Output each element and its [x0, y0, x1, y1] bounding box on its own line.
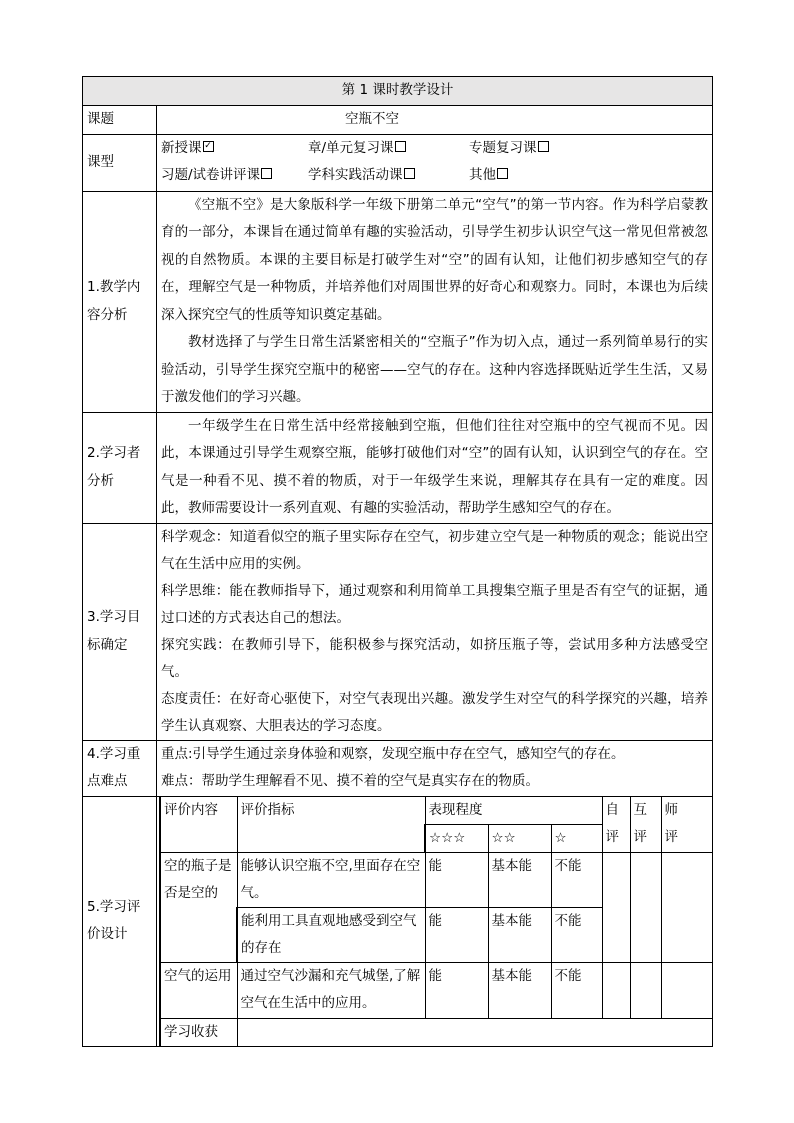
eval-row-indicator: 能够认识空瓶不空,里面存在空气。	[237, 852, 425, 907]
content-analysis-label: 1.教学内容分析	[83, 191, 157, 412]
option-practice-activity[interactable]: 学科实践活动课	[308, 162, 469, 189]
eval-row-indicator: 能利用工具直观地感受到空气的存在	[237, 907, 425, 962]
eval-row-p1: 不能	[551, 962, 602, 1018]
objective-item: 科学思维：能在教师指导下，通过观察和利用简单工具搜集空瓶子里是否有空气的证据，通过口述的方式表达自己的想法。	[161, 582, 709, 626]
eval-row-p2: 基本能	[488, 852, 551, 907]
eval-header-teacher: 师评	[661, 797, 712, 853]
key-points-text	[157, 740, 713, 796]
checkbox-icon[interactable]	[497, 168, 508, 179]
eval-peer-cell[interactable]	[630, 962, 661, 1018]
eval-row-p2: 基本能	[488, 962, 551, 1018]
lesson-type-row-2	[161, 162, 708, 189]
learner-analysis-label: 2.学习者分析	[83, 412, 157, 523]
eval-header-stars-2: ☆☆	[488, 824, 551, 852]
difficult-point: 难点：帮助学生理解看不见、摸不着的空气是真实存在的物质。	[161, 773, 539, 789]
eval-row-content: 空气的运用	[160, 962, 237, 1018]
key-point: 重点:引导学生通过亲身体验和观察，发现空瓶中存在空气，感知空气的存在。	[161, 746, 625, 762]
content-analysis-para-1: 《空瓶不空》是大象版科学一年级下册第二单元“空气”的第一节内容。作为科学启蒙教育的一部分，本课旨在通过简单有趣的实验活动，引导学生初步认识空气这一常见但常被忽视的自然物质。本课的主要目标是打破学生对“空”的固有认知，让他们初步感知空气的存在，理解空气是一种物质，并培养他们对周围世界的好奇心和观察力。同时，本课也为后续深入探究空气的性质等知识奠定基础。	[161, 196, 709, 323]
eval-header-performance: 表现程度	[425, 797, 602, 825]
objectives-text	[157, 523, 713, 740]
evaluation-table	[159, 797, 712, 1046]
eval-gains-label: 学习收获	[160, 1018, 237, 1046]
lesson-type-row-1	[161, 135, 708, 162]
objective-item: 科学观念：知道看似空的瓶子里实际存在空气，初步建立空气是一种物质的观念；能说出空气在生活中应用的实例。	[161, 528, 709, 572]
eval-row-p1: 不能	[551, 852, 602, 907]
content-analysis-para-2: 教材选择了与学生日常生活紧密相关的“空瓶子”作为切入点，通过一系列简单易行的实验活动，引导学生探究空瓶中的秘密——空气的存在。这种内容选择既贴近学生生活，又易于激发他们的学习兴趣。	[161, 334, 709, 405]
learner-analysis-para: 一年级学生在日常生活中经常接触到空瓶，但他们往往对空瓶中的空气视而不见。因此，本课通过引导学生观察空瓶，能够打破他们对“空”的固有认知，认识到空气的存在。空气是一种看不见、摸不着的物质，对于一年级学生来说，理解其存在具有一定的难度。因此，教师需要设计一系列直观、有趣的实验活动，帮助学生感知空气的存在。	[161, 417, 709, 516]
eval-row-p1: 不能	[551, 907, 602, 962]
eval-header-peer: 互评	[630, 797, 661, 853]
eval-header-self: 自评	[602, 797, 630, 853]
eval-self-cell[interactable]	[602, 962, 630, 1018]
eval-row-p3: 能	[425, 852, 488, 907]
lesson-type-options	[157, 134, 713, 191]
objective-item: 态度责任：在好奇心驱使下，对空气表现出兴趣。激发学生对空气的科学探究的兴趣，培养学生认真观察、大胆表达的学习态度。	[161, 690, 709, 734]
eval-header-stars-3: ☆☆☆	[425, 824, 488, 852]
eval-row-p3: 能	[425, 962, 488, 1018]
option-unit-review[interactable]: 章/单元复习课	[308, 135, 469, 162]
checked-box-icon[interactable]: ✓	[204, 141, 212, 151]
eval-row-p3: 能	[425, 907, 488, 962]
evaluation-cell	[157, 796, 713, 1046]
lesson-plan-page	[82, 76, 712, 1047]
eval-row-indicator: 通过空气沙漏和充气城堡,了解空气在生活中的应用。	[237, 962, 425, 1018]
eval-header-indicator: 评价指标	[237, 797, 425, 853]
objective-item: 探究实践：在教师引导下，能积极参与探究活动，如挤压瓶子等，尝试用多种方法感受空气。	[161, 636, 709, 680]
option-other[interactable]: 其他	[469, 162, 508, 189]
content-analysis-text	[157, 191, 713, 412]
checkbox-icon[interactable]	[395, 141, 406, 152]
page-title: 第 1 课时教学设计	[83, 77, 713, 106]
checkbox-icon[interactable]	[538, 141, 549, 152]
eval-row-p2: 基本能	[488, 907, 551, 962]
eval-peer-cell[interactable]	[630, 852, 661, 962]
eval-teacher-cell[interactable]	[661, 852, 712, 962]
checkbox-icon[interactable]	[261, 168, 272, 179]
lesson-value: 空瓶不空	[157, 106, 713, 135]
eval-gains-cell[interactable]	[237, 1018, 712, 1046]
lesson-plan-table	[82, 76, 713, 1047]
option-topic-review[interactable]: 专题复习课	[469, 135, 549, 162]
key-points-label: 4.学习重点难点	[83, 740, 157, 796]
option-exercise-review[interactable]: 习题/试卷讲评课	[161, 162, 308, 189]
eval-header-content: 评价内容	[160, 797, 237, 853]
evaluation-label: 5.学习评价设计	[83, 796, 157, 1046]
checkbox-icon[interactable]	[404, 168, 415, 179]
objectives-label: 3.学习目标确定	[83, 523, 157, 740]
eval-header-stars-1: ☆	[551, 824, 602, 852]
option-new-lesson[interactable]: 新授课 ✓	[161, 139, 212, 156]
eval-teacher-cell[interactable]	[661, 962, 712, 1018]
lesson-label: 课题	[83, 106, 157, 135]
eval-row-content: 空的瓶子是否是空的	[160, 852, 237, 962]
lesson-type-label: 课型	[83, 134, 157, 191]
learner-analysis-text	[157, 412, 713, 523]
eval-self-cell[interactable]	[602, 852, 630, 962]
